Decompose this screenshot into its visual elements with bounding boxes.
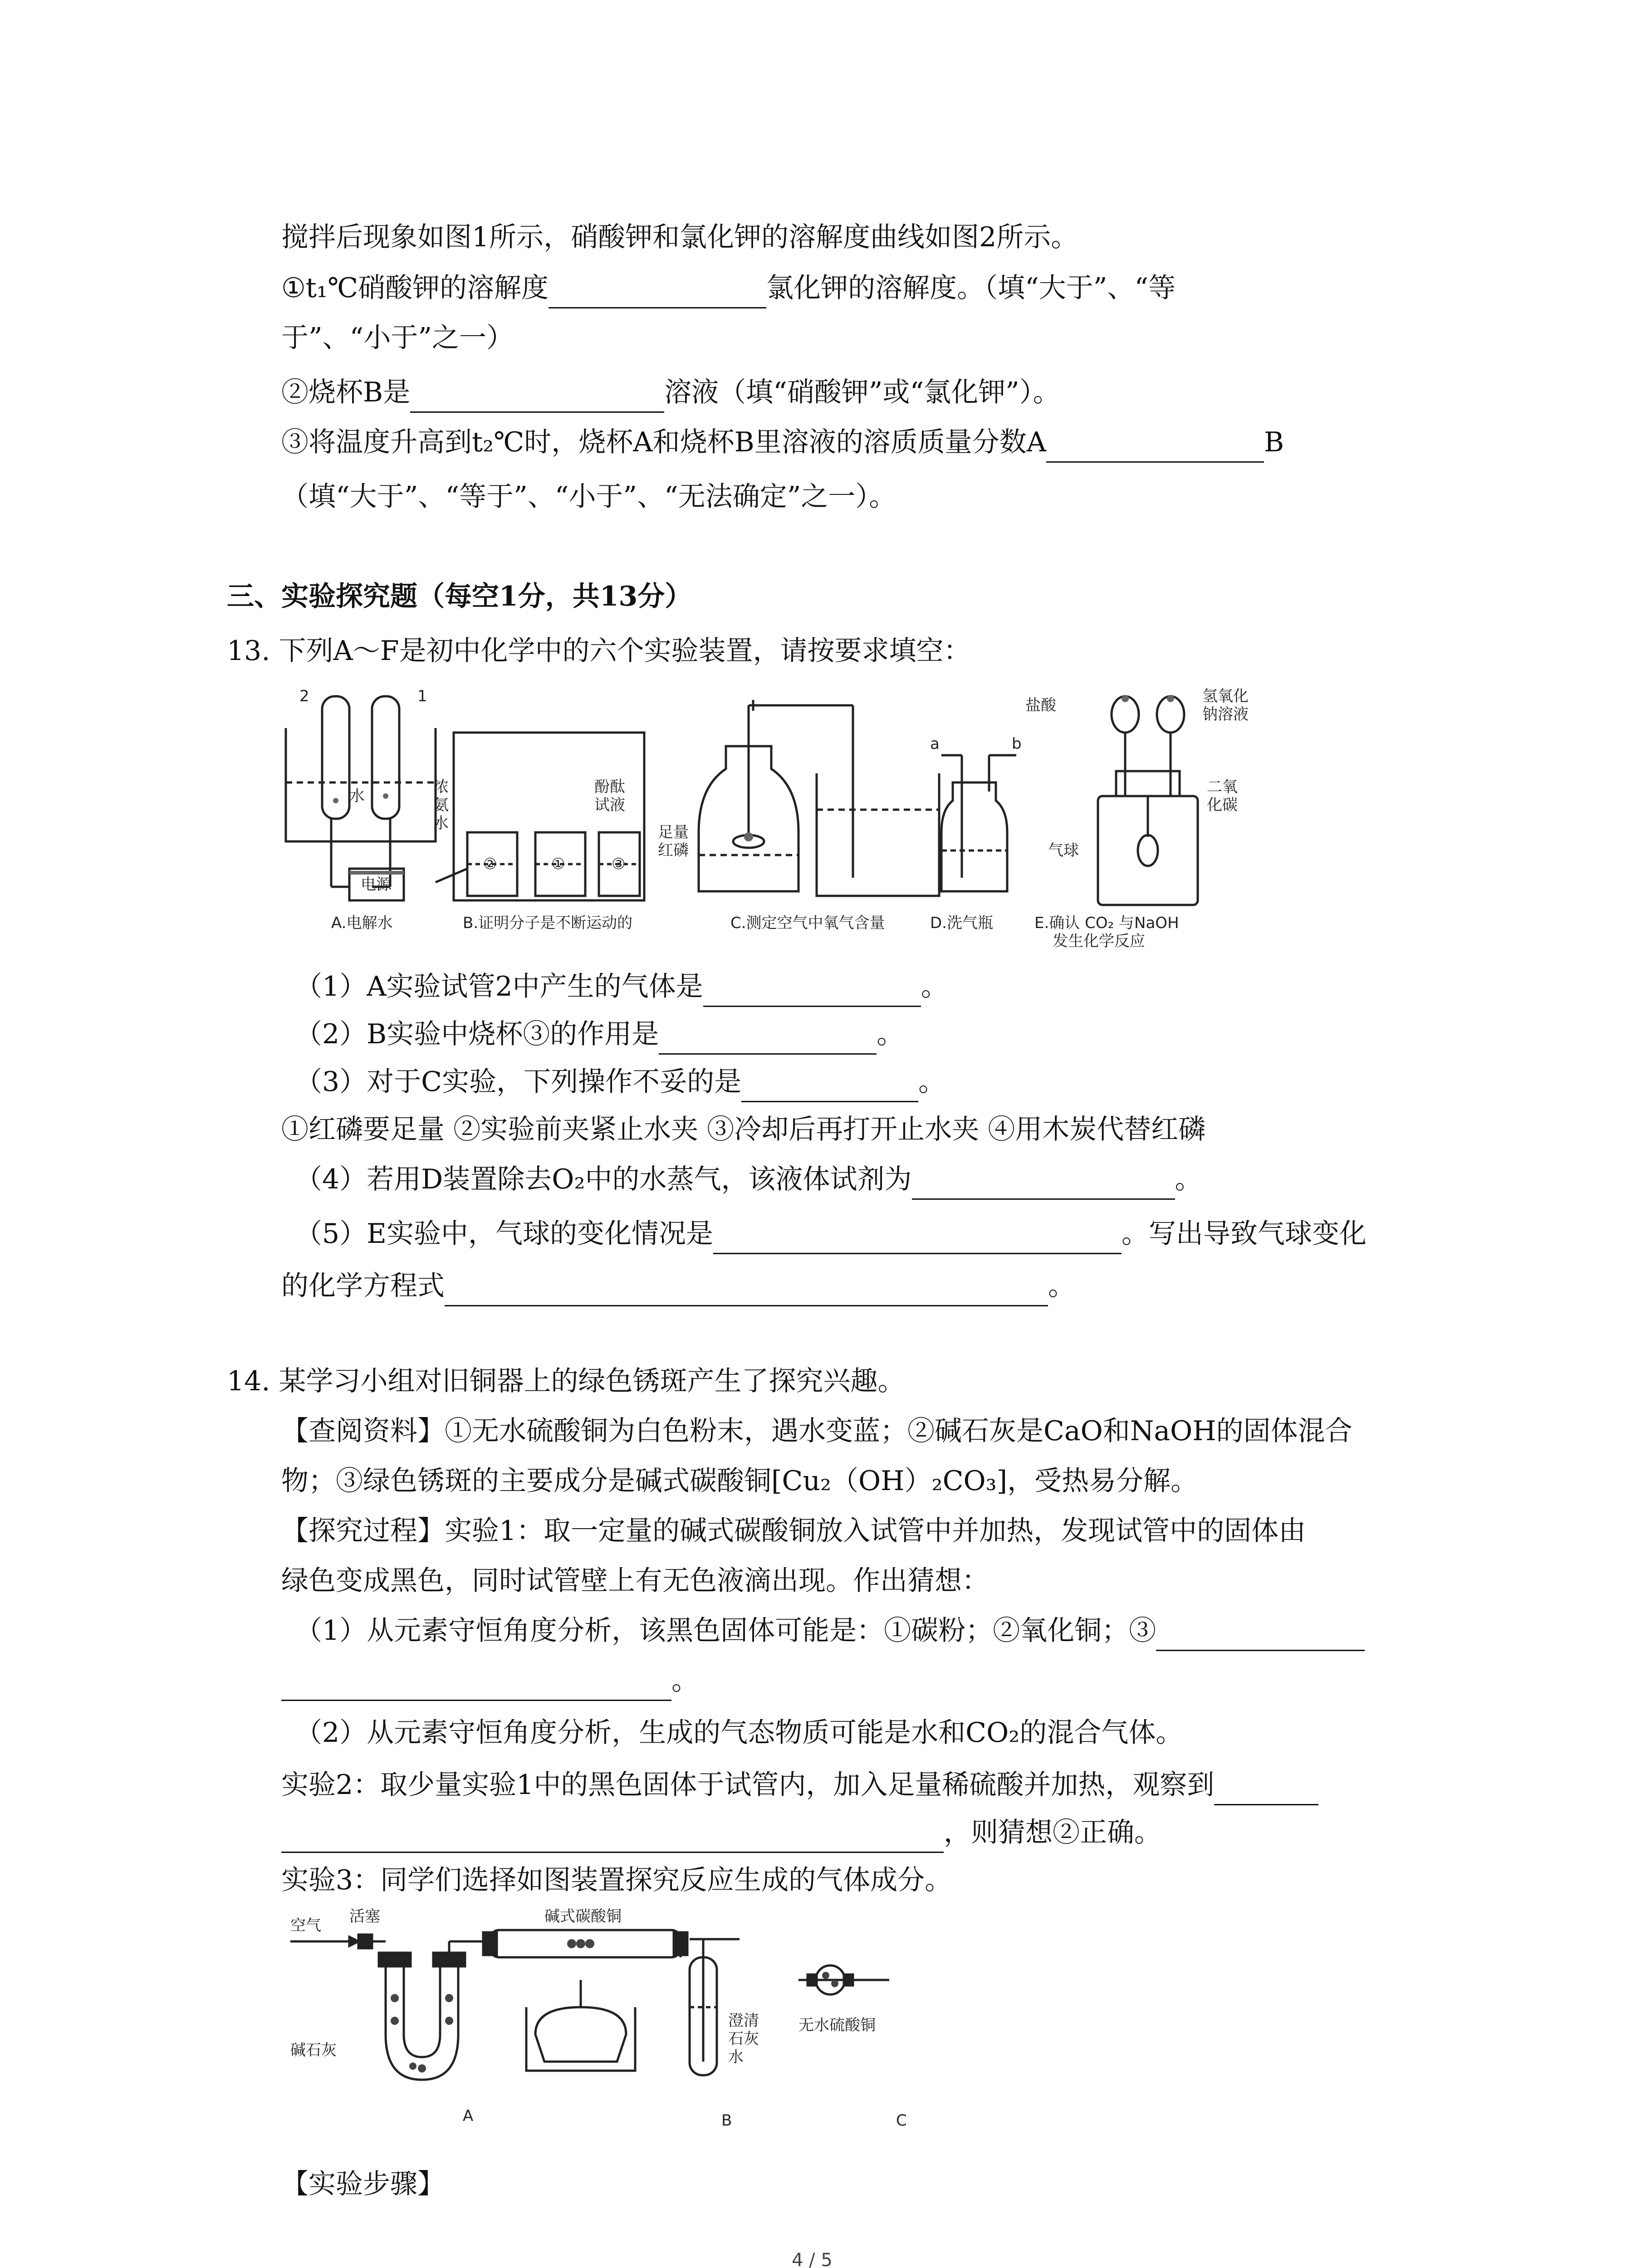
text-line: （2）从元素守恒角度分析，生成的气态物质可能是水和CO₂的混合气体。 (295, 1717, 1183, 1749)
answer-blank[interactable] (281, 1670, 671, 1701)
text-line: （4）若用D装置除去O₂中的水蒸气，该液体试剂为 。 (295, 1159, 1202, 1200)
label-hydrochloric-acid: 盐酸 (1025, 696, 1056, 714)
answer-blank[interactable] (713, 1223, 1122, 1254)
text-line: （1）从元素守恒角度分析，该黑色固体可能是：①碳粉；②氧化铜；③ (295, 1610, 1365, 1651)
label-soda-lime: 碱石灰 (290, 2041, 337, 2059)
caption-b: B.证明分子是不断运动的 (463, 914, 633, 932)
question-13: 13. 下列A～F是初中化学中的六个实验装置，请按要求填空： (227, 635, 971, 667)
text-line: （5）E实验中，气球的变化情况是 。写出导致气球变化 (295, 1213, 1367, 1254)
text-line: 搅拌后现象如图1所示，硝酸钾和氯化钾的溶解度曲线如图2所示。 (281, 221, 1078, 253)
text-line: （2）B实验中烧杯③的作用是 。 (295, 1014, 904, 1055)
label-port-b: b (1012, 735, 1022, 753)
label-red-phosphorus: 足量 红磷 (658, 823, 689, 860)
text-line: 实验3：同学们选择如图装置探究反应生成的气体成分。 (281, 1864, 952, 1896)
answer-blank[interactable] (1214, 1774, 1318, 1805)
text-line: 【查阅资料】①无水硫酸铜为白色粉末，遇水变蓝；②碱石灰是CaO和NaOH的固体混合 (281, 1415, 1352, 1447)
label-valve: 活塞 (349, 1907, 380, 1926)
text-line: 实验2：取少量实验1中的黑色固体于试管内，加入足量稀硫酸并加热，观察到 (281, 1765, 1318, 1805)
caption-a: A.电解水 (331, 914, 393, 932)
text-line: ①红磷要足量 ②实验前夹紧止水夹 ③冷却后再打开止水夹 ④用木炭代替红磷 (281, 1114, 1206, 1145)
label-phenolphthalein: 酚酞 试液 (594, 778, 625, 814)
label-power: 电源 (361, 875, 392, 894)
figure-13-apparatus (281, 687, 1279, 968)
caption-c: C.测定空气中氧气含量 (730, 914, 885, 932)
label-basic-copper-carbonate: 碱式碳酸铜 (544, 1907, 622, 1926)
caption-b: B (721, 2112, 732, 2130)
answer-blank[interactable] (741, 1071, 918, 1102)
text-line: （1）A实验试管2中产生的气体是 。 (295, 966, 948, 1007)
answer-blank[interactable] (659, 1023, 877, 1055)
label-tube-2: 2 (299, 687, 309, 705)
label-limewater: 澄清 石灰 水 (728, 2012, 759, 2066)
text-line: 【实验步骤】 (281, 2168, 445, 2200)
text-line: 物；③绿色锈斑的主要成分是碱式碳酸铜[Cu₂（OH）₂CO₃]，受热易分解。 (281, 1465, 1198, 1497)
page-number: 4 / 5 (792, 2250, 833, 2268)
answer-blank[interactable] (410, 381, 664, 413)
answer-blank[interactable] (1156, 1620, 1365, 1651)
label-sodium-hydroxide: 氢氧化 钠溶液 (1202, 687, 1249, 723)
label-beaker-2: ② (483, 855, 497, 873)
text-line: 【探究过程】实验1：取一定量的碱式碳酸铜放入试管中并加热，发现试管中的固体由 (281, 1515, 1306, 1547)
answer-blank[interactable] (281, 1822, 944, 1853)
text-line: ，则猜想②正确。 (281, 1812, 1161, 1853)
caption-e: E.确认 CO₂ 与NaOH 发生化学反应 (1034, 914, 1179, 950)
caption-d: D.洗气瓶 (930, 914, 993, 932)
label-water: 水 (349, 787, 365, 805)
text-line: 绿色变成黑色，同时试管壁上有无色液滴出现。作出猜想： (281, 1565, 989, 1597)
figure-14-apparatus (281, 1907, 962, 2134)
caption-c: C (896, 2112, 907, 2130)
question-14: 14. 某学习小组对旧铜器上的绿色锈斑产生了探究兴趣。 (227, 1365, 905, 1397)
text-line: ③将温度升高到t₂℃时，烧杯A和烧杯B里溶液的溶质质量分数A B (281, 422, 1284, 463)
text-line: （填“大于”、“等于”、“小于”、“无法确定”之一）。 (281, 481, 896, 513)
label-air: 空气 (290, 1916, 321, 1935)
label-beaker-3: ③ (612, 855, 626, 873)
text-line: 的化学方程式 。 (281, 1266, 1075, 1306)
text-line: ②烧杯B是 溶液（填“硝酸钾”或“氯化钾”）。 (281, 372, 1060, 413)
answer-blank[interactable] (1046, 431, 1264, 463)
text-line: （3）对于C实验，下列操作不妥的是 。 (295, 1061, 945, 1102)
label-port-a: a (930, 735, 940, 753)
label-anhydrous-copper-sulfate: 无水硫酸铜 (798, 2016, 876, 2034)
label-carbon-dioxide: 二氧 化碳 (1207, 778, 1238, 814)
text-line: 。 (281, 1660, 699, 1701)
text-line: 于”、“小于”之一） (281, 322, 514, 354)
answer-blank[interactable] (912, 1168, 1175, 1200)
label-ammonia: 浓 氨 水 (433, 778, 449, 832)
label-balloon: 气球 (1048, 841, 1079, 860)
answer-blank[interactable] (445, 1275, 1048, 1306)
answer-blank[interactable] (549, 277, 766, 308)
caption-a: A (463, 2107, 474, 2125)
answer-blank[interactable] (703, 976, 921, 1007)
label-tube-1: 1 (417, 687, 427, 705)
label-beaker-1: ① (551, 855, 565, 873)
section-heading: 三、实验探究题（每空1分，共13分） (227, 581, 692, 612)
text-line: ①t₁℃硝酸钾的溶解度 氯化钾的溶解度。（填“大于”、“等 (281, 268, 1176, 308)
